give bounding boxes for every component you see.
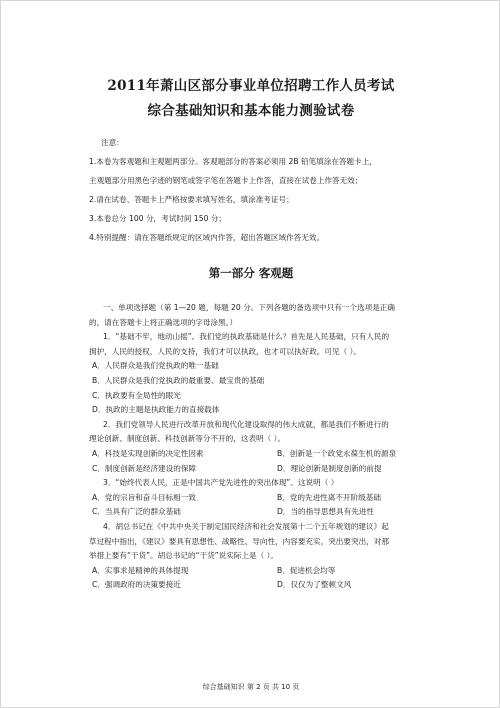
answer-option: A．人民群众是我们党执政的唯一基础	[92, 361, 219, 371]
option-row	[89, 447, 439, 462]
question-text: 4．胡总书记在《中共中央关于制定国民经济和社会发展第十二个五年规划的建议》起	[103, 521, 389, 531]
answer-option: B．促进机会均等	[277, 565, 336, 575]
notes-item: 4.特别提醒：请在答题纸规定的区域内作答，超出答题区域作答无效。	[89, 233, 325, 242]
answer-option: C．强调政府的决策要接近	[92, 580, 181, 590]
option-row	[89, 578, 439, 593]
answer-option: B．党的先进性离不开阶级基础	[277, 492, 381, 502]
answer-option: C．当具有广泛的群众基础	[92, 507, 181, 517]
answer-option: D．理论创新是制度创新的前提	[277, 463, 382, 473]
answer-option: C．执政要有全局性的眼光	[92, 390, 181, 400]
answer-option: B．创新是一个政党永葆生机的源泉	[277, 448, 397, 458]
question-text: 拥护，人民的授权，人民的支持，我们才可以执政，也才可以执好政。可见（ ）。	[89, 346, 361, 356]
notes-label: 注意：	[101, 138, 124, 147]
notes-item: 3.本卷总分 100 分，考试时间 150 分；	[89, 214, 227, 223]
option-row	[89, 462, 439, 477]
question-text: 理论创新、制度创新、科技创新等分不开的，这表明（ ）。	[89, 434, 286, 444]
question-text: 草过程中指出，《建议》要具有思想性、战略性、导向性，内容要充实，突出要突出，对那	[89, 536, 389, 546]
answer-option: C．制度创新是经济建设的保障	[92, 463, 197, 473]
question-text: 举措上要有“干货”。胡总书记的“干货”说实际上是（ ）。	[89, 551, 279, 561]
answer-option: B．人民群众是我们党执政的最重要、最宝贵的基础	[92, 375, 265, 385]
part-heading: 第一部分 客观题	[208, 266, 294, 280]
question-text: 1．“基础不牢，地动山摇”。我们党的执政基础是什么？首先是人民基础，只有人民的	[103, 332, 390, 342]
page-footer: 综合基础知识 第 2 页 共 10 页	[202, 683, 300, 691]
answer-option: D．仅仅为了整顿文风	[277, 580, 352, 590]
answer-option: D．执政的主题是执政能力的直接载体	[92, 405, 220, 415]
option-row	[89, 564, 439, 579]
questions-body	[89, 301, 439, 593]
notes-section	[89, 133, 439, 247]
notes-item: 1.本卷为客观题和主观题两部分。客观题部分的答案必须用 2B 铅笔填涂在答题卡上，	[89, 157, 377, 166]
answer-option: D．当的指导思想具有先进性	[277, 507, 374, 517]
question-text: 3．“始终代表人民，正是中国共产党先进性的突出体现”。这说明（ ）	[103, 478, 339, 488]
answer-option: A．实事求是精神的具体提现	[92, 565, 189, 575]
section-intro: 一、单项选择题（第 1—20 题，每题 20 分。下列各题的备选项中只有一个选项是正确	[103, 303, 395, 312]
question-text: 2．我们党领导人民进行改革开放和现代化建设取得的伟大成就，都是我们不断进行的	[103, 419, 389, 429]
exam-title: 2011年萧山区部分事业单位招聘工作人员考试	[107, 78, 395, 94]
notes-item: 2.请在试卷、答题卡上严格按要求填写姓名，填涂准考证号；	[89, 195, 294, 204]
option-row	[89, 491, 439, 506]
answer-option: A．党的宗旨和奋斗目标相一致	[92, 492, 196, 502]
answer-option: A．科技是实现创新的决定性因素	[92, 448, 204, 458]
notes-item: 主观题部分用黑色字迹的钢笔或签字笔在答题卡上作答，直接在试卷上作答无效；	[89, 176, 363, 185]
section-intro: 的，请在答题卡上将正确选项的字母涂黑。）	[89, 317, 238, 327]
option-row	[89, 505, 439, 520]
exam-subtitle: 综合基础知识和基本能力测验试卷	[147, 103, 355, 119]
